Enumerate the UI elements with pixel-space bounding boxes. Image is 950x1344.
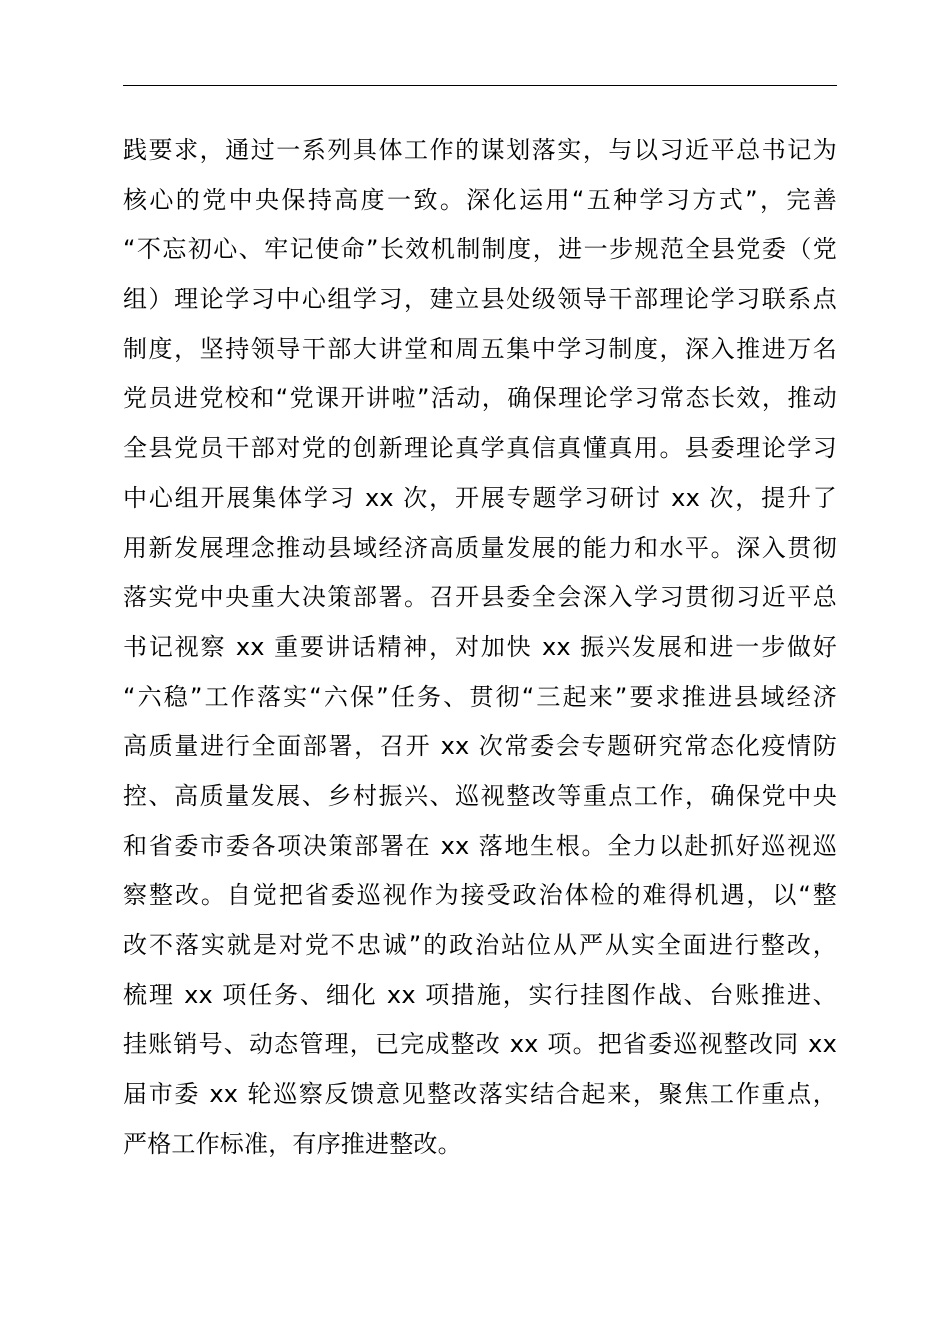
text-line: 控、高质量发展、乡村振兴、巡视整改等重点工作，确保党中央 — [123, 781, 837, 810]
text-line: 挂账销号、动态管理，已完成整改 xx 项。把省委巡视整改同 xx — [123, 1030, 837, 1059]
text-line: 书记视察 xx 重要讲话精神，对加快 xx 振兴发展和进一步做好 — [123, 632, 837, 661]
body-paragraph — [123, 126, 837, 1169]
text-line: “六稳”工作落实“六保”任务、贯彻“三起来”要求推进县域经济 — [123, 682, 837, 711]
text-line: 落实党中央重大决策部署。召开县委全会深入学习贯彻习近平总 — [123, 583, 837, 612]
header-rule — [123, 85, 837, 86]
text-line: 改不落实就是对党不忠诚”的政治站位从严从实全面进行整改， — [123, 931, 837, 959]
text-line: 践要求，通过一系列具体工作的谋划落实，与以习近平总书记为 — [123, 136, 837, 164]
text-line: 组）理论学习中心组学习，建立县处级领导干部理论学习联系点 — [123, 285, 837, 314]
text-line: 严格工作标准，有序推进整改。 — [123, 1129, 462, 1158]
text-line: 党员进党校和“党课开讲啦”活动，确保理论学习常态长效，推动 — [123, 384, 837, 413]
text-line: 察整改。自觉把省委巡视作为接受政治体检的难得机遇，以“整 — [123, 881, 837, 910]
text-line: 用新发展理念推动县域经济高质量发展的能力和水平。深入贯彻 — [123, 533, 837, 562]
text-line: 核心的党中央保持高度一致。深化运用“五种学习方式”，完善 — [123, 185, 837, 214]
text-line: 制度，坚持领导干部大讲堂和周五集中学习制度，深入推进万名 — [123, 334, 837, 363]
text-line: 届市委 xx 轮巡察反馈意见整改落实结合起来，聚焦工作重点， — [123, 1080, 837, 1109]
text-line: 和省委市委各项决策部署在 xx 落地生根。全力以赴抓好巡视巡 — [123, 831, 837, 860]
text-line: 高质量进行全面部署，召开 xx 次常委会专题研究常态化疫情防 — [123, 732, 837, 761]
text-line: “不忘初心、牢记使命”长效机制制度，进一步规范全县党委（党 — [123, 235, 837, 264]
text-line: 梳理 xx 项任务、细化 xx 项措施，实行挂图作战、台账推进、 — [123, 980, 837, 1009]
text-line: 中心组开展集体学习 xx 次，开展专题学习研讨 xx 次，提升了 — [123, 483, 837, 512]
text-line: 全县党员干部对党的创新理论真学真信真懂真用。县委理论学习 — [123, 434, 837, 463]
